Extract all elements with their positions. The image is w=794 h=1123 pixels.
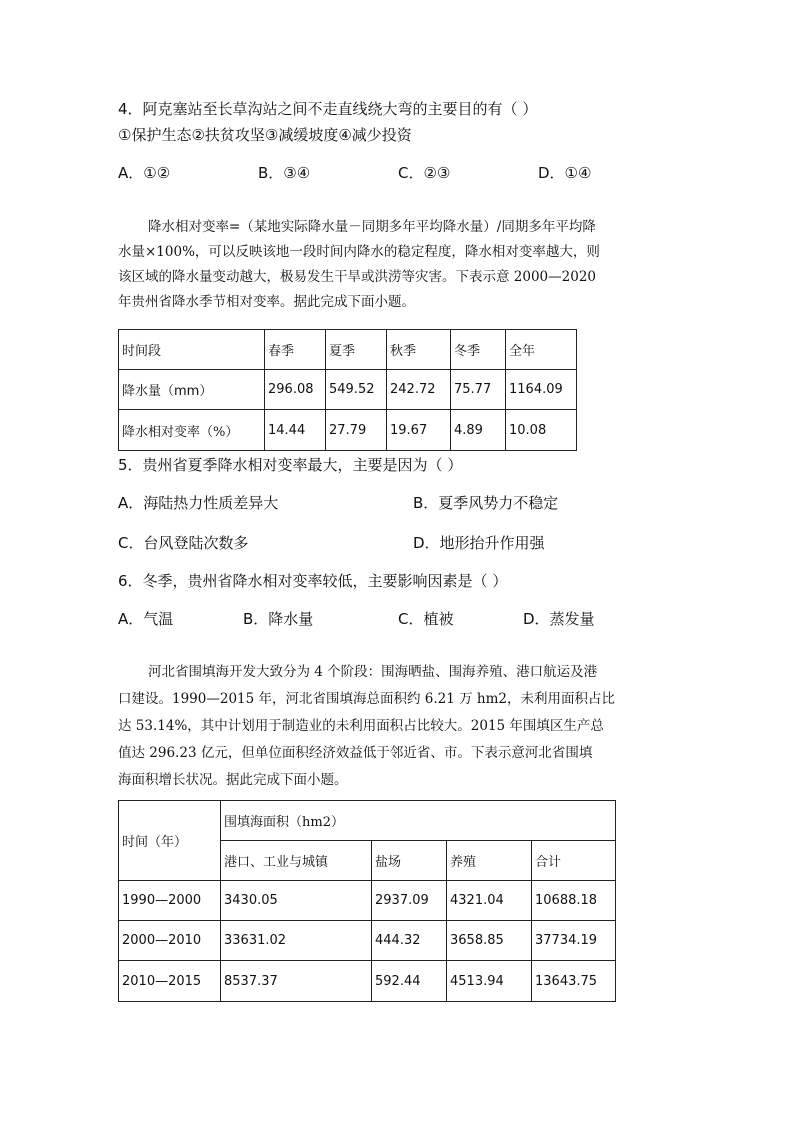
question-5-option-c: C．台风登陆次数多	[118, 534, 249, 552]
table-cell: 592.44	[372, 961, 447, 1002]
question-4-option-a: A．①②	[118, 164, 171, 182]
passage-2-line-2: 口建设。1990—2015 年，河北省围填海总面积约 6.21 万 hm2，未利用面积占比	[118, 691, 616, 707]
question-6-option-c: C．植被	[398, 610, 454, 628]
question-6-option-b: B．降水量	[243, 610, 314, 628]
table-cell: 10688.18	[532, 881, 616, 921]
table-row	[119, 881, 616, 921]
table-cell: 10.08	[506, 410, 577, 451]
table-header-cell: 合计	[532, 841, 616, 881]
question-4-option-c: C．②③	[398, 164, 451, 182]
table-cell: 8537.37	[221, 961, 372, 1002]
table-cell: 2000—2010	[119, 921, 221, 961]
question-5-option-d: D．地形抬升作用强	[413, 534, 545, 552]
reclamation-table	[118, 800, 616, 1002]
table-cell: 降水量（mm）	[119, 370, 265, 410]
table-cell: 549.52	[326, 370, 387, 410]
table-header-row	[119, 801, 616, 841]
table-header-cell: 围填海面积（hm2）	[221, 801, 616, 841]
table-header-cell: 秋季	[387, 330, 451, 370]
question-6-stem: 6．冬季，贵州省降水相对变率较低，主要影响因素是（ ）	[118, 572, 508, 590]
table-cell: 3430.05	[221, 881, 372, 921]
table-cell: 2937.09	[372, 881, 447, 921]
table-row	[119, 921, 616, 961]
table-header-row	[119, 330, 577, 370]
table-cell: 3658.85	[447, 921, 532, 961]
question-6-option-d: D．蒸发量	[523, 610, 595, 628]
table-cell: 27.79	[326, 410, 387, 451]
table-cell: 13643.75	[532, 961, 616, 1002]
table-cell: 75.77	[451, 370, 506, 410]
passage-1-line-1: 降水相对变率=（某地实际降水量－同期多年平均降水量）/同期多年平均降	[148, 219, 596, 235]
question-4-option-d: D．①④	[538, 164, 592, 182]
precipitation-table	[118, 329, 577, 451]
question-5-option-a: A．海陆热力性质差异大	[118, 494, 279, 512]
table-header-cell: 冬季	[451, 330, 506, 370]
table-header-cell: 养殖	[447, 841, 532, 881]
table-cell: 降水相对变率（%）	[119, 410, 265, 451]
passage-2-line-1: 河北省围填海开发大致分为 4 个阶段：围海晒盐、围海养殖、港口航运及港	[148, 664, 598, 680]
table-cell: 1990—2000	[119, 881, 221, 921]
table-row	[119, 410, 577, 451]
passage-2-line-3: 达 53.14%，其中计划用于制造业的未利用面积占比较大。2015 年围填区生产总	[118, 718, 604, 734]
table-cell: 4321.04	[447, 881, 532, 921]
table-header-cell: 时间（年）	[119, 801, 221, 881]
table-header-cell: 夏季	[326, 330, 387, 370]
table-cell: 19.67	[387, 410, 451, 451]
passage-1-line-2: 水量×100%，可以反映该地一段时间内降水的稳定程度，降水相对变率越大，则	[118, 244, 600, 260]
table-cell: 33631.02	[221, 921, 372, 961]
question-4-option-b: B．③④	[258, 164, 311, 182]
question-4-items: ①保护生态②扶贫攻坚③减缓坡度④减少投资	[118, 126, 412, 144]
table-cell: 14.44	[265, 410, 326, 451]
table-header-cell: 全年	[506, 330, 577, 370]
table-row	[119, 370, 577, 410]
table-cell: 1164.09	[506, 370, 577, 410]
table-row	[119, 961, 616, 1002]
table-header-cell: 春季	[265, 330, 326, 370]
passage-1-line-3: 该区域的降水量变动越大，极易发生干旱或洪涝等灾害。下表示意 2000—2020	[118, 269, 597, 285]
question-5-option-b: B．夏季风势力不稳定	[413, 494, 559, 512]
question-5-stem: 5．贵州省夏季降水相对变率最大，主要是因为（ ）	[118, 456, 463, 474]
table-cell: 2010—2015	[119, 961, 221, 1002]
passage-2-line-4: 值达 296.23 亿元，但单位面积经济效益低于邻近省、市。下表示意河北省围填	[118, 745, 593, 761]
table-cell: 444.32	[372, 921, 447, 961]
table-cell: 37734.19	[532, 921, 616, 961]
table-cell: 242.72	[387, 370, 451, 410]
passage-1-line-4: 年贵州省降水季节相对变率。据此完成下面小题。	[118, 294, 415, 310]
passage-2-line-5: 海面积增长状况。据此完成下面小题。	[118, 772, 348, 788]
table-cell: 4.89	[451, 410, 506, 451]
table-header-cell: 盐场	[372, 841, 447, 881]
table-header-cell: 时间段	[119, 330, 265, 370]
table-header-cell: 港口、工业与城镇	[221, 841, 372, 881]
table-cell: 296.08	[265, 370, 326, 410]
question-4-stem: 4．阿克塞站至长草沟站之间不走直线绕大弯的主要目的有（ ）	[118, 100, 538, 118]
question-6-option-a: A．气温	[118, 610, 174, 628]
table-cell: 4513.94	[447, 961, 532, 1002]
